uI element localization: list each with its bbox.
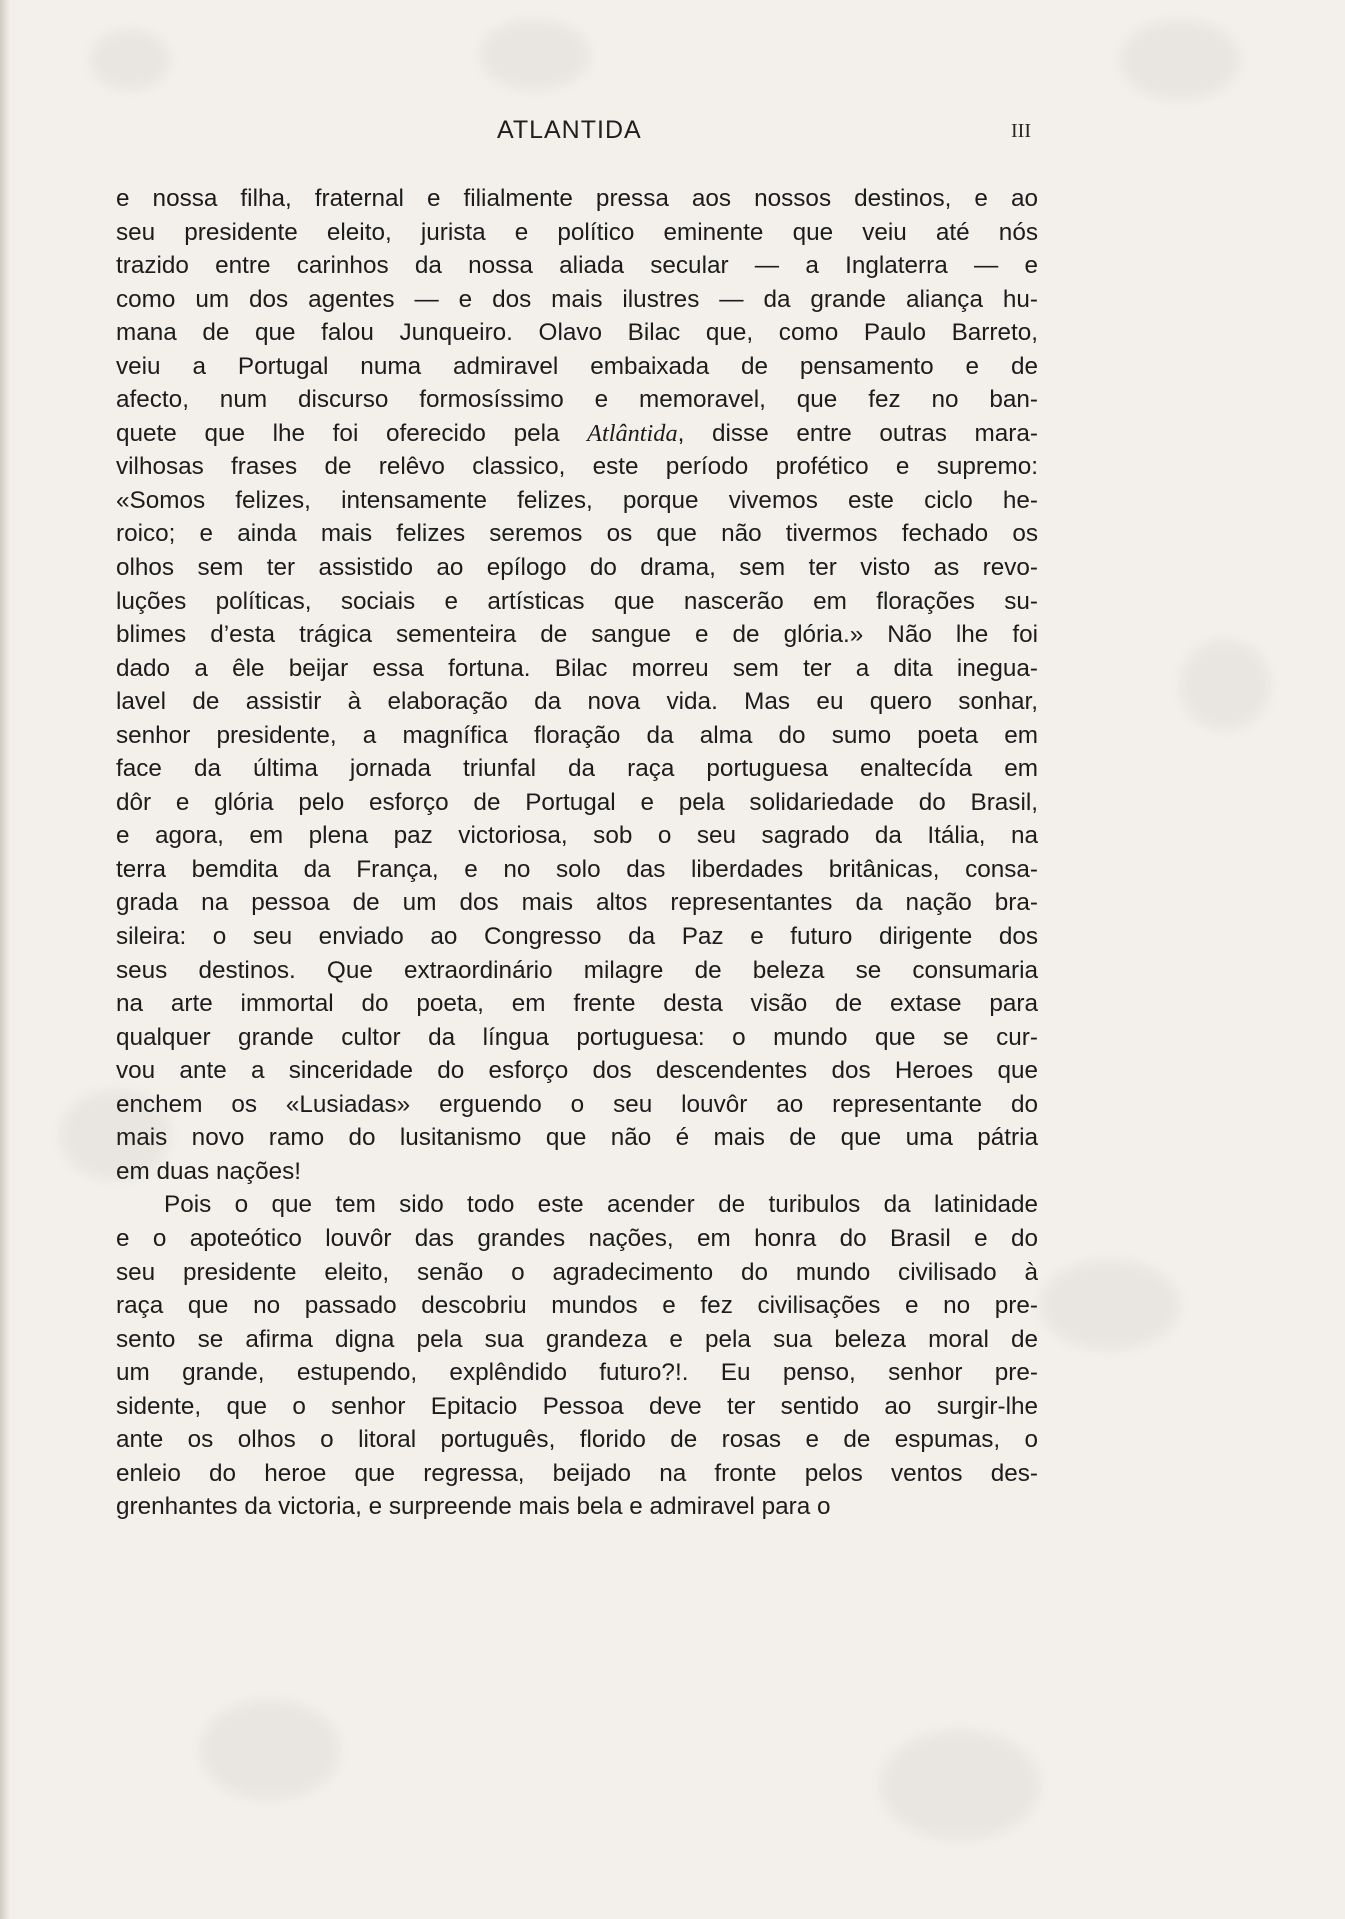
text-line: seu presidente eleito, jurista e político eminente que veiu até nós [116,218,1038,246]
text-line: mana de que falou Junqueiro. Olavo Bilac que, como Paulo Barreto, [116,319,1038,347]
text-line: luções políticas, sociais e artísticas que nascerão em florações su- [116,587,1038,615]
text-line: grenhantes da victoria, e surpreende mais bela e admiravel para o [116,1493,831,1521]
paper-smudge [1040,1260,1180,1350]
text-line: enchem os «Lusiadas» erguendo o seu louvôr ao representante do [116,1090,1038,1118]
text-line: quete que lhe foi oferecido pela Atlântida, disse entre outras mara- [116,419,1038,447]
text-line: e nossa filha, fraternal e filialmente pressa aos nossos destinos, e ao [116,185,1038,212]
text-line: dôr e glória pelo esforço de Portugal e pela solidariedade do Brasil, [116,788,1038,816]
paragraph [116,182,1038,1188]
text-line: sileira: o seu enviado ao Congresso da Paz e futuro dirigente dos [116,923,1038,951]
paper-smudge [1120,20,1240,100]
text-line: trazido entre carinhos da nossa aliada secular — a Inglaterra — e [116,252,1038,280]
text-line: como um dos agentes — e dos mais ilustres — da grande aliança hu- [116,285,1038,313]
text-line: face da última jornada triunfal da raça portuguesa enaltecída em [116,755,1038,783]
journal-title-italic: Atlântida [587,419,678,447]
page-edge-shadow [0,0,10,1919]
text-line: em duas nações! [116,1157,302,1185]
text-line: vilhosas frases de relêvo classico, este período profético e supremo: [116,453,1038,481]
text-line: veiu a Portugal numa admiravel embaixada de pensamento e de [116,352,1038,380]
paper-smudge [90,30,170,90]
paragraph [116,1188,1038,1523]
text-line: raça que no passado descobriu mundos e fez civilisações e no pre- [116,1292,1038,1320]
text-line: mais novo ramo do lusitanismo que não é mais de que uma pátria [116,1124,1038,1152]
text-line: seu presidente eleito, senão o agradecimento do mundo civilisado à [116,1258,1038,1286]
paper-smudge [480,20,590,90]
text-line: afecto, num discurso formosíssimo e memoravel, que fez no ban- [116,386,1038,414]
text-line: vou ante a sinceridade do esforço dos descendentes dos Heroes que [116,1057,1038,1085]
text-line: blimes d’esta trágica sementeira de sangue e de glória.» Não lhe foi [116,621,1038,649]
text-line: sento se afirma digna pela sua grandeza e pela sua beleza moral de [116,1325,1038,1353]
paper-smudge [880,1730,1040,1840]
text-line: ante os olhos o litoral português, florido de rosas e de espumas, o [116,1426,1038,1454]
paper-smudge [1180,640,1270,730]
text-line: grada na pessoa de um dos mais altos representantes da nação bra- [116,889,1038,917]
text-line: lavel de assistir à elaboração da nova vida. Mas eu quero sonhar, [116,688,1038,716]
page-number: III [1011,120,1031,142]
text-line: seus destinos. Que extraordinário milagre de beleza se consumaria [116,956,1038,984]
body-text [116,182,1038,1524]
text-line: na arte immortal do poeta, em frente desta visão de extase para [116,990,1038,1018]
text-line: terra bemdita da França, e no solo das liberdades britânicas, consa- [116,855,1038,883]
paper-smudge [200,1700,340,1800]
text-line: senhor presidente, a magnífica floração da alma do sumo poeta em [116,721,1038,749]
text-line: um grande, estupendo, explêndido futuro?!. Eu penso, senhor pre- [116,1359,1038,1387]
text-line: sidente, que o senhor Epitacio Pessoa deve ter sentido ao surgir-lhe [116,1392,1038,1420]
text-line: «Somos felizes, intensamente felizes, porque vivemos este ciclo he- [116,486,1038,514]
text-line: roico; e ainda mais felizes seremos os que não tivermos fechado os [116,520,1038,548]
text-line: olhos sem ter assistido ao epílogo do drama, sem ter visto as revo- [116,554,1038,582]
text-line: enleio do heroe que regressa, beijado na fronte pelos ventos des- [116,1459,1038,1487]
text-line: e o apoteótico louvôr das grandes nações, em honra do Brasil e do [116,1224,1038,1252]
text-line: Pois o que tem sido todo este acender de turibulos da latinidade [164,1191,1038,1219]
text-line: dado a êle beijar essa fortuna. Bilac morreu sem ter a dita inegua- [116,654,1038,682]
running-title: ATLANTIDA [497,116,642,144]
text-line: e agora, em plena paz victoriosa, sob o seu sagrado da Itália, na [116,822,1038,850]
running-header [0,116,1345,146]
text-line: qualquer grande cultor da língua portuguesa: o mundo que se cur- [116,1023,1038,1051]
